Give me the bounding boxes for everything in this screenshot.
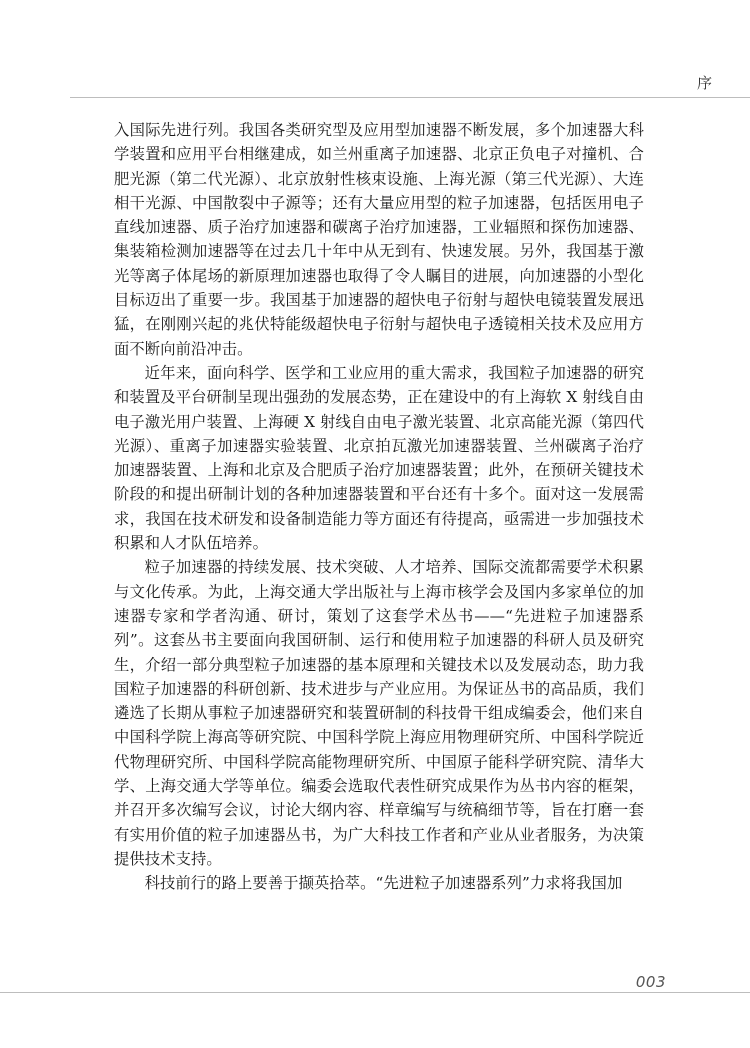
footer-divider (0, 992, 750, 993)
running-header-title: 序 (696, 74, 712, 92)
paragraph: 近年来，面向科学、医学和工业应用的重大需求，我国粒子加速器的研究和装置及平台研制呈现出强劲的发展态势，正在建设中的有上海软 X 射线自由电子激光用户装置、上海硬 X 射线自由电子激光装置、北京高能光源（第四代光源）、重离子加速器实验装置、北京拍瓦激光加速器装置、兰州碳离子治疗加速器装置、上海和北京及合肥质子治疗加速器装置；此外，在预研关键技术阶段的和提出研制计划的各种加速器装置和平台还有十多个。面对这一发展需求，我国在技术研发和设备制造能力等方面还有待提高，亟需进一步加强技术积累和人才队伍培养。 (114, 363, 644, 553)
header-divider (70, 97, 750, 98)
page-number: 003 (635, 973, 666, 991)
paragraph: 粒子加速器的持续发展、技术突破、人才培养、国际交流都需要学术积累与文化传承。为此，上海交通大学出版社与上海市核学会及国内多家单位的加速器专家和学者沟通、研讨，策划了这套学术丛书——“先进粒子加速器系列”。这套丛书主要面向我国研制、运行和使用粒子加速器的科研人员及研究生，介绍一部分典型粒子加速器的基本原理和关键技术以及发展动态，助力我国粒子加速器的科研创新、技术进步与产业应用。为保证丛书的高品质，我们遴选了长期从事粒子加速器研究和装置研制的科技骨干组成编委会，他们来自中国科学院上海高等研究院、中国科学院上海应用物理研究所、中国科学院近代物理研究所、中国科学院高能物理研究所、中国原子能科学研究院、清华大学、上海交通大学等单位。编委会选取代表性研究成果作为丛书内容的框架，并召开多次编写会议，讨论大纲内容、样章编写与统稿细节等，旨在打磨一套有实用价值的粒子加速器丛书，为广大科技工作者和产业从业者服务，为决策提供技术支持。 (114, 558, 644, 868)
paragraph: 科技前行的路上要善于撷英拾萃。“先进粒子加速器系列”力求将我国加 (144, 874, 623, 893)
body-text (114, 118, 644, 896)
paragraph-continued: 入国际先进行列。我国各类研究型及应用型加速器不断发展，多个加速器大科学装置和应用平台相继建成，如兰州重离子加速器、北京正负电子对撞机、合肥光源（第二代光源）、北京放射性核束设施、上海光源（第三代光源）、大连相干光源、中国散裂中子源等；还有大量应用型的粒子加速器，包括医用电子直线加速器、质子治疗加速器和碳离子治疗加速器，工业辐照和探伤加速器、集装箱检测加速器等在过去几十年中从无到有、快速发展。另外，我国基于激光等离子体尾场的新原理加速器也取得了令人瞩目的进展，向加速器的小型化目标迈出了重要一步。我国基于加速器的超快电子衍射与超快电镜装置发展迅猛，在刚刚兴起的兆伏特能级超快电子衍射与超快电子透镜相关技术及应用方面不断向前沿冲击。 (114, 121, 644, 358)
